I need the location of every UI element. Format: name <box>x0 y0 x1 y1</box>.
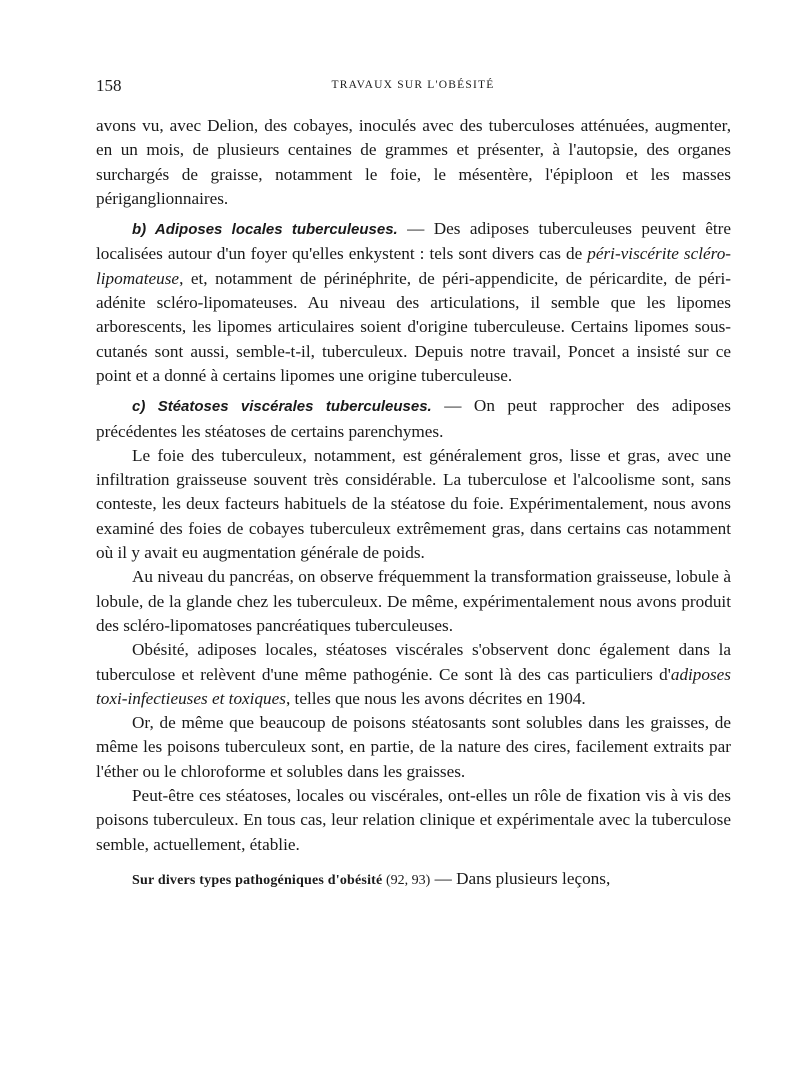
page-header <box>96 76 730 100</box>
paragraph-9-text: — Dans plusieurs leçons, <box>430 868 611 888</box>
reference-numbers: (92, 93) <box>382 872 431 888</box>
paragraph-5: Au niveau du pancréas, on observe fréquemment la transformation graisseuse, lobule à lobule, de la glande chez les tuberculeux. De même, expérimentalement nous avons produit des scléro-lipomatoses pancréatiques tuberculeuses. <box>96 567 731 635</box>
paragraph-2-text-b: , et, notamment de périnéphrite, de péri-appendicite, de péricardite, de péri-adénite scléro-lipomateuses. Au niveau des articulations, il semble que les lipomes arborescents, les lipomes articulaires soient d'origine tuberculeuse. Certains lipomes sous-cutanés sont aussi, semble-t-il, tuberculeux. Depuis notre travail, Poncet a insisté sur ce point et a donné à certains lipomes une origine tuberculeuse. <box>96 268 731 385</box>
page-number: 158 <box>96 76 122 95</box>
body-text <box>96 114 731 893</box>
section-title-types: Sur divers types pathogéniques d'obésité <box>132 872 383 888</box>
paragraph-6-text-a: Obésité, adiposes locales, stéatoses viscérales s'observent donc également dans la tuberculose et relèvent d'une même pathogénie. Ce sont là des cas particuliers d' <box>96 640 731 684</box>
paragraph-3 <box>96 394 731 444</box>
paragraph-6-text-b: , telles que nous les avons décrites en 1904. <box>285 688 586 708</box>
section-heading-c: c) Stéatoses viscérales tuberculeuses. <box>132 398 432 416</box>
running-title: TRAVAUX SUR L'OBÉSITÉ <box>331 79 495 91</box>
paragraph-8: Peut-être ces stéatoses, locales ou viscérales, ont-elles un rôle de fixation vis à vis des poisons tuberculeux. En tous cas, leur relation clinique et expérimentale avec la tuberculose semble, actuellement, établie. <box>96 786 731 854</box>
paragraph-1: avons vu, avec Delion, des cobayes, inoculés avec des tuberculoses atténuées, augmenter, en un mois, de plusieurs centaines de grammes et présenter, à l'autopsie, des organes surchargés de graisse, notamment le foie, le mésentère, l'épiploon et les masses périganglionnaires. <box>96 116 731 208</box>
paragraph-6-emphasis: adiposes toxi-infectieuses et toxiques <box>96 664 731 708</box>
paragraph-2 <box>96 217 731 388</box>
section-heading-b: b) Adiposes locales tuberculeuses. <box>132 221 398 239</box>
paragraph-9 <box>96 867 731 893</box>
paragraph-7: Or, de même que beaucoup de poisons stéatosants sont solubles dans les graisses, de même les poisons tuberculeux sont, en partie, de la nature des cires, facilement extraits par l'éther ou le chloroforme et solubles dans les graisses. <box>96 713 731 781</box>
paragraph-2-text-a: — Des adiposes tuberculeuses peuvent être localisées autour d'un foyer qu'elles enkystent : tels sont divers cas de <box>96 219 731 264</box>
paragraph-2-emphasis: péri-viscérite scléro-lipomateuse <box>96 244 732 288</box>
paragraph-6 <box>96 638 731 711</box>
paragraph-3-text: — On peut rapprocher des adiposes précédentes les stéatoses de certains parenchymes. <box>96 396 731 441</box>
paragraph-4: Le foie des tuberculeux, notamment, est généralement gros, lisse et gras, avec une infiltration graisseuse souvent très considérable. La tuberculose et l'alcoolisme sont, sans conteste, les deux facteurs habituels de la stéatose du foie. Expérimentalement, nous avons examiné des foies de cobayes tuberculeux extrêmement gras, dans certains cas notamment où il y avait eu augmentation générale de poids. <box>96 445 731 563</box>
